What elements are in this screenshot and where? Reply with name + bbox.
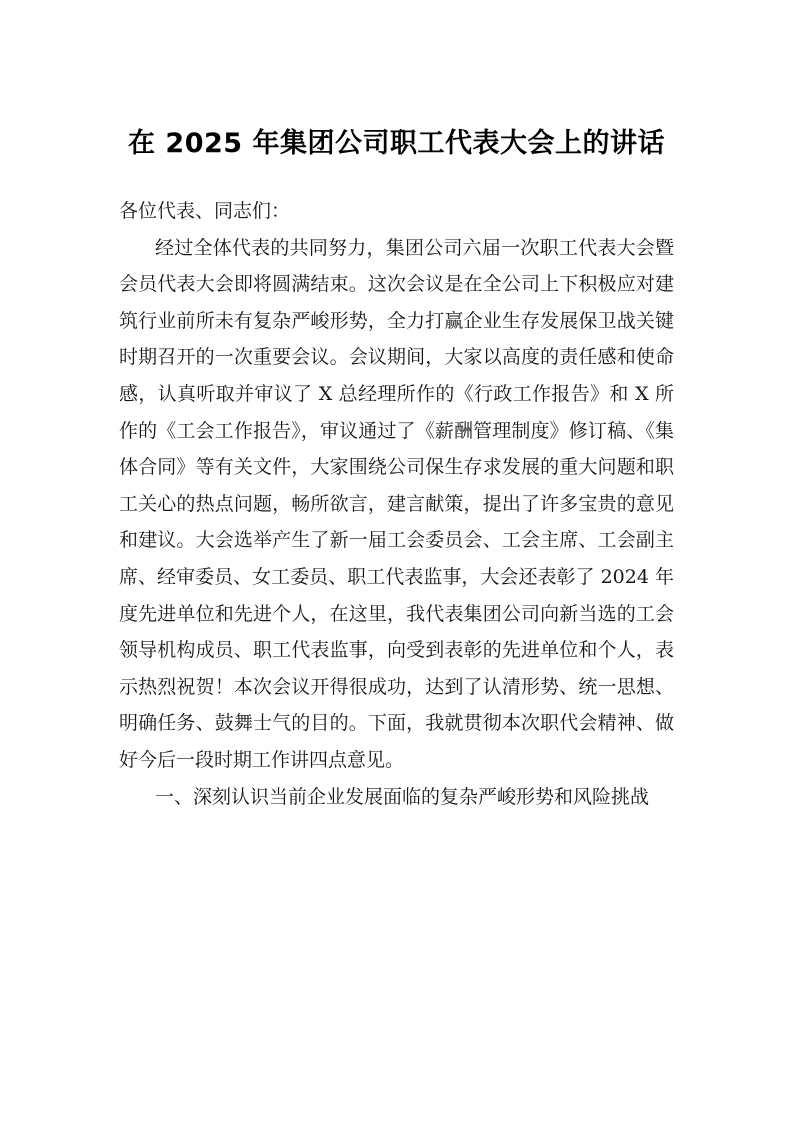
body-paragraph: 经过全体代表的共同努力，集团公司六届一次职工代表大会暨会员代表大会即将圆满结束。这次会议是在全公司上下积极应对建筑行业前所未有复杂严峻形势，全力打赢企业生存发展保卫战关键时期召开的一次重要会议。会议期间，大家以高度的责任感和使命感，认真听取并审议了 X 总经理所作的《行政工作报告》和 X 所作的《工会工作报告》，审议通过了《薪酬管理制度》修订稿、《集体合同》等有关文件，大家围绕公司保生存求发展的重大问题和职工关心的热点问题，畅所欲言，建言献策，提出了许多宝贵的意见和建议。大会选举产生了新一届工会委员会、工会主席、工会副主席、经审委员、女工委员、职工代表监事，大会还表彰了 2024 年度先进单位和先进个人，在这里，我代表集团公司向新当选的工会领导机构成员、职工代表监事，向受到表彰的先进单位和个人，表示热烈祝贺！本次会议开得很成功，达到了认清形势、统一思想、明确任务、鼓舞士气的目的。下面，我就贯彻本次职代会精神、做好今后一段时期工作讲四点意见。: [119, 236, 674, 771]
section-heading: 一、深刻认识当前企业发展面临的复杂严峻形势和风险挑战: [155, 785, 650, 808]
greeting-line: 各位代表、同志们：: [119, 200, 291, 222]
document-body: [119, 193, 674, 815]
document-title: 在 2025 年集团公司职工代表大会上的讲话: [128, 128, 665, 159]
